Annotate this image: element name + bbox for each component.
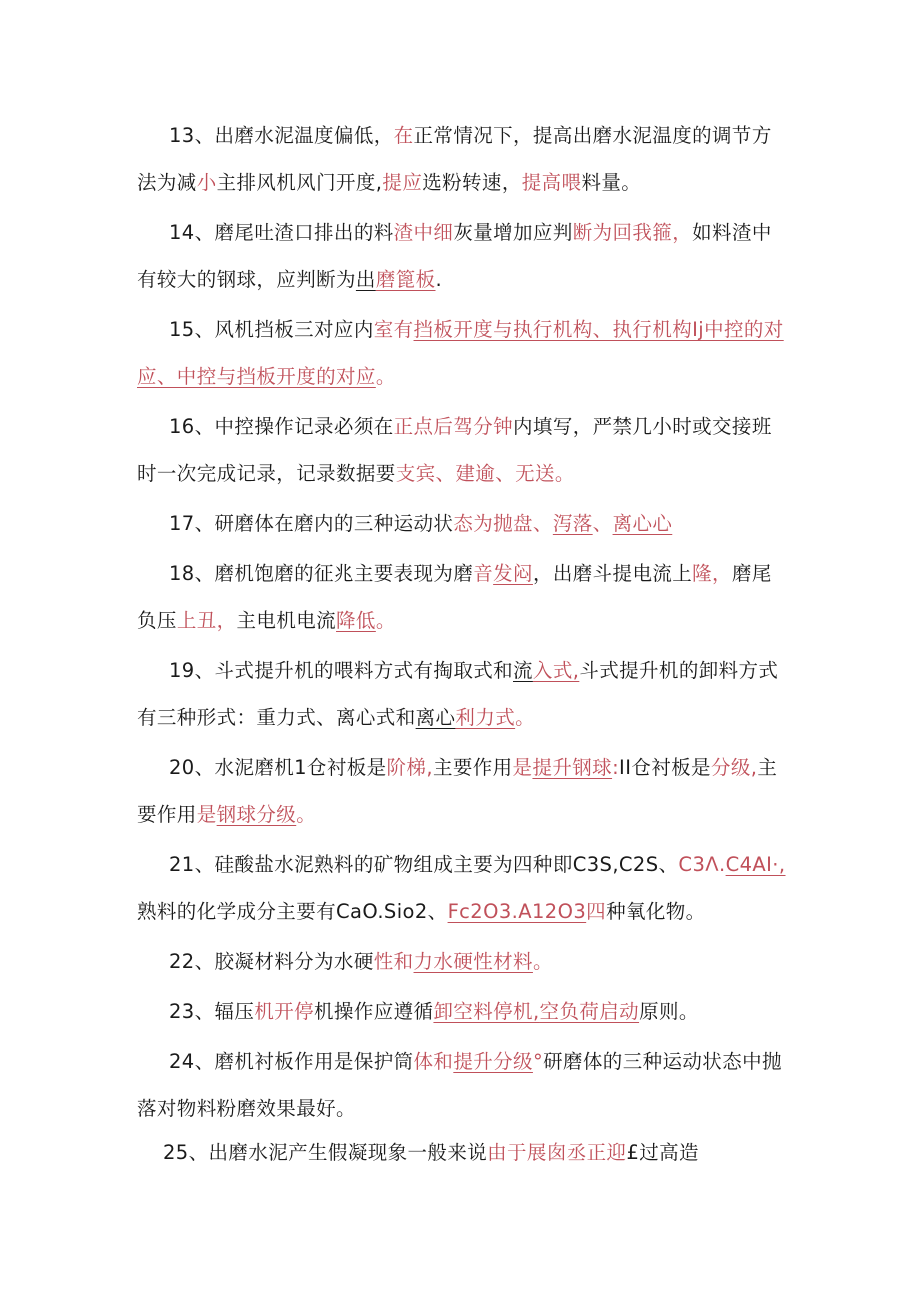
answer-text: 力水硬性材料 <box>413 950 533 973</box>
answer-text: 。 <box>296 803 317 826</box>
answer-text: 隆， <box>692 562 732 585</box>
answer-text: 。 <box>375 609 396 632</box>
answer-text: 挡板开度与执行机构、执行机构Ij中控的对应、中控与挡板开度的对应 <box>137 318 784 388</box>
question-text: 斗式提升机的卸料方式有三种形式：重力式、离心式和 <box>137 659 779 729</box>
answer-text: 泻落 <box>552 512 593 535</box>
question-item <box>137 550 788 644</box>
question-text: 19、斗式提升机的喂料方式有掏取式和 <box>169 659 514 682</box>
question-text: 磨尾负压 <box>137 562 772 632</box>
answer-text: 上丑， <box>176 609 237 632</box>
answer-text: 态为抛盘、 <box>453 512 553 535</box>
answer-text: 在 <box>393 124 414 147</box>
answer-text: 降低 <box>336 609 376 632</box>
answer-text: 支宾、建逾、无送。 <box>395 462 575 485</box>
answer-text: 断为回我箍， <box>572 221 693 244</box>
answer-text: C3Λ. <box>678 853 726 876</box>
question-item <box>137 841 788 935</box>
question-text: 21、硅酸盐水泥熟料的矿物组成主要为四种即C3S,C2S、 <box>169 853 679 876</box>
answer-text: 空负荷启动 <box>539 1000 640 1023</box>
question-text: 主排风机风门开度, <box>216 171 383 194</box>
question-text: 离心 <box>415 706 456 729</box>
question-text: . <box>435 268 443 291</box>
question-text: 正常情况下，提高出磨水泥温度的调节方法为减 <box>137 124 772 194</box>
answer-text: 性和 <box>373 950 414 973</box>
answer-text: 。 <box>532 950 553 973</box>
question-text: £过高造 <box>626 1141 699 1164</box>
answer-text: 钢球分级 <box>216 803 297 826</box>
question-text: 流 <box>513 659 533 682</box>
question-item <box>137 500 788 547</box>
question-item <box>137 209 788 303</box>
answer-text: 由于展囱丞正迎 <box>487 1141 627 1164</box>
question-text: 研磨体的三种运动状态中抛落对物料粉磨效果最好。 <box>137 1050 782 1120</box>
question-text: 20、水泥磨机1仓衬板是 <box>169 756 387 779</box>
answer-text: 正点后驾分钟 <box>393 415 514 438</box>
question-item <box>137 306 788 400</box>
answer-text: 利力式 <box>455 706 516 729</box>
question-text: 原则。 <box>639 1000 699 1023</box>
question-item <box>137 744 788 838</box>
answer-text: 磨篦板 <box>375 268 436 291</box>
answer-text: 提升分级 <box>453 1050 533 1073</box>
question-text: 选粉转速， <box>422 171 522 194</box>
question-text: 14、磨尾吐渣口排出的料 <box>169 221 394 244</box>
question-text: 内填写，严禁几小时或交接班时一次完成记录，记录数据要 <box>137 415 772 485</box>
answer-text: 是 <box>512 756 533 779</box>
question-item <box>137 1038 788 1132</box>
question-text: 15、风机挡板三对应内 <box>169 318 374 341</box>
answer-text: 分级, <box>710 756 758 779</box>
answer-text: ° <box>532 1050 544 1073</box>
answer-text: 提升钢球 <box>532 756 613 779</box>
question-text: 熟料的化学成分主要有CaO.Sio2、 <box>137 900 448 923</box>
question-text: 如料渣中有较大的钢球，应判断为 <box>137 221 772 291</box>
question-text: 25、出磨水泥产生假凝现象一般来说 <box>163 1141 488 1164</box>
question-text: II仓衬板是 <box>619 756 711 779</box>
question-text: ，出磨斗提电流上 <box>532 562 693 585</box>
question-text: 主电机电流 <box>236 609 337 632</box>
answer-text: 、 <box>592 512 613 535</box>
question-item <box>137 1129 788 1176</box>
answer-text: 机开停 <box>254 1000 315 1023</box>
question-text: 料量。 <box>581 171 642 194</box>
question-text: 主要作用 <box>432 756 513 779</box>
answer-text: 卸空料停机, <box>433 1000 540 1023</box>
question-item <box>137 988 788 1035</box>
question-item <box>137 647 788 741</box>
answer-text: 入式, <box>532 659 580 682</box>
question-item <box>137 112 788 206</box>
question-text: 24、磨机衬板作用是保护筒 <box>169 1050 414 1073</box>
answer-text: Fc2O3.A12O3 <box>447 900 587 923</box>
answer-text: C4AI·, <box>725 853 786 876</box>
answer-text: 是 <box>196 803 217 826</box>
question-item <box>137 403 788 497</box>
question-text: 22、胶凝材料分为水硬 <box>169 950 374 973</box>
question-text: 13、出磨水泥温度偏低， <box>169 124 394 147</box>
question-text: 种氧化物。 <box>606 900 706 923</box>
question-text: 主要作用 <box>137 756 778 826</box>
answer-text: 阶梯, <box>386 756 433 779</box>
answer-text: 。 <box>515 706 536 729</box>
answer-text: 发闷 <box>493 562 533 585</box>
question-text: 17、研磨体在磨内的三种运动状 <box>169 512 454 535</box>
answer-text: 。 <box>375 365 396 388</box>
answer-text: 体和 <box>413 1050 454 1073</box>
answer-text: 小 <box>196 171 217 194</box>
answer-text: 离心心 <box>612 512 673 535</box>
question-text: 18、磨机饱磨的征兆主要表现为磨 <box>169 562 474 585</box>
answer-text: : <box>612 756 620 779</box>
question-item <box>137 938 788 985</box>
question-text: 23、辐压 <box>169 1000 255 1023</box>
question-text: 出 <box>355 268 376 291</box>
answer-text: 四 <box>586 900 607 923</box>
answer-text: 渣中细 <box>393 221 454 244</box>
answer-text: 提高喂 <box>521 171 582 194</box>
question-text: 灰量增加应判 <box>453 221 573 244</box>
question-text: 机操作应遵循 <box>314 1000 434 1023</box>
question-text: 16、中控操作记录必须在 <box>169 415 394 438</box>
answer-text: 室有 <box>373 318 414 341</box>
answer-text: 提应 <box>382 171 423 194</box>
answer-text: 音 <box>473 562 494 585</box>
